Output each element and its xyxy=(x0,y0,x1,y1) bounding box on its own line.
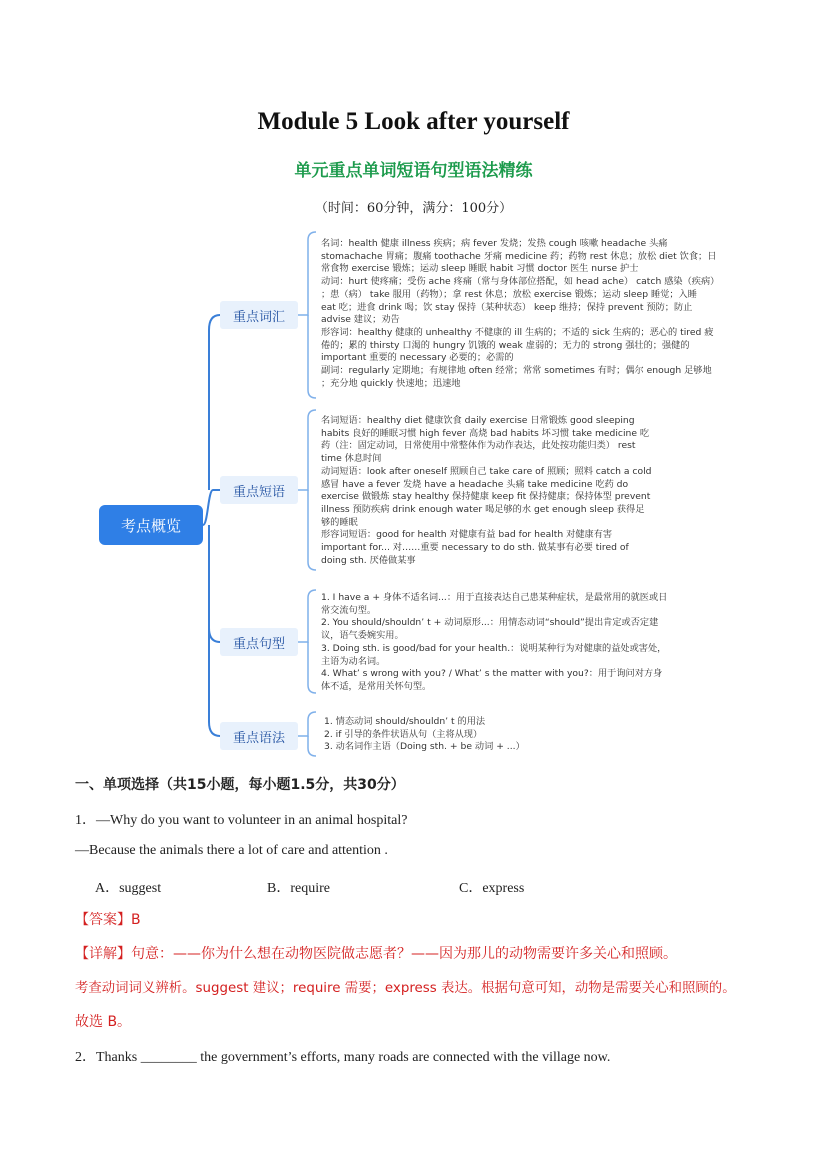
question-1-option-c: C．express xyxy=(459,881,525,896)
sentences-line: 1. I have a + 身体不适名词...：用于直接表达自己患某种症状，是最常用的就医或日 xyxy=(321,592,668,603)
connector-vocab xyxy=(209,315,220,490)
page-subtitle: 单元重点单词短语句型语法精练 xyxy=(294,161,533,181)
question-2-stem: 2．Thanks ________ the government’s efforts, many roads are connected with the village now. xyxy=(75,1050,611,1065)
bracket-vocab xyxy=(298,232,316,315)
mindmap-root-node: 考点概览 xyxy=(99,505,203,545)
sentences-line: 议，语气委婉实用。 xyxy=(321,630,404,642)
phrases-line: time 休息时间 xyxy=(321,453,382,465)
vocab-line: 名词：health 健康 illness 疾病；病 fever 发烧；发热 cough 咳嗽 headache 头痛 xyxy=(321,238,668,249)
question-1-option-a: A．suggest xyxy=(95,881,162,896)
phrases-line: important for... 对……重要 necessary to do sth. 做某事有必要 tired of xyxy=(321,542,629,554)
page-title: Module 5 Look after yourself xyxy=(257,108,570,135)
branch-grammar-text xyxy=(324,716,525,754)
branch-vocab-text xyxy=(321,238,719,390)
phrases-line: 药（注：固定动词，日常使用中常整体作为动作表达，此处按功能归类） rest xyxy=(321,440,636,452)
branch-phrases-text xyxy=(321,415,652,567)
branch-sentences-text xyxy=(321,592,667,694)
grammar-line: 2. if 引导的条件状语从句（主将从现） xyxy=(324,728,483,740)
vocab-line: 倦的；累的 thirsty 口渴的 hungry 饥饿的 weak 虚弱的；无力的 strong 强壮的；强健的 xyxy=(321,339,690,351)
bracket-sentences xyxy=(298,590,316,642)
section-heading: 一、单项选择（共15小题，每小题1.5分，共30分） xyxy=(75,777,405,793)
sentences-line: 2. You should/shouldn’ t + 动词原形...：用情态动词“should”提出肯定或否定建 xyxy=(321,617,659,629)
phrases-line: 形容词短语：good for health 对健康有益 bad for health 对健康有害 xyxy=(321,529,613,541)
branch-vocab-node: 重点词汇 xyxy=(220,301,298,329)
vocab-line: ；患（病） take 服用（药物）；拿 rest 休息；放松 exercise 锻炼；运动 sleep 睡觉；入睡 xyxy=(321,288,697,300)
bracket-phrases xyxy=(298,410,316,490)
vocab-line: 副词：regularly 定期地；有规律地 often 经常；常常 sometimes 有时；偶尔 enough 足够地 xyxy=(321,365,712,377)
connector-phrases xyxy=(203,490,220,525)
question-1-stem: 1．—Why do you want to volunteer in an animal hospital? xyxy=(75,813,408,828)
phrases-line: exercise 做锻炼 stay healthy 保持健康 keep fit 保持健康；保持体型 prevent xyxy=(321,491,651,503)
phrases-line: illness 预防疾病 drink enough water 喝足够的水 get enough sleep 获得足 xyxy=(321,503,645,515)
sentences-line: 常交流句型。 xyxy=(321,604,377,616)
vocab-line: 常食物 exercise 锻炼；运动 sleep 睡眠 habit 习惯 doctor 医生 nurse 护士 xyxy=(321,263,639,275)
phrases-line: 动词短语：look after oneself 照顾自己 take care of 照顾；照料 catch a cold xyxy=(321,465,652,477)
grammar-line: 3. 动名词作主语（Doing sth. + be 动词 + ...） xyxy=(324,741,525,753)
vocab-line: 形容词：healthy 健康的 unhealthy 不健康的 ill 生病的；不适的 sick 生病的；恶心的 tired 疲 xyxy=(321,326,714,338)
connector-grammar xyxy=(209,628,220,736)
sentences-line: 4. What’ s wrong with you? / What’ s the matter with you?：用于询问对方身 xyxy=(321,668,663,680)
vocab-line: stomachache 胃痛；腹痛 toothache 牙痛 medicine 药；药物 rest 休息；放松 diet 饮食；日 xyxy=(321,250,717,262)
sentences-line: 3. Doing sth. is good/bad for your health.：说明某种行为对健康的益处或害处， xyxy=(321,642,667,654)
branch-phrases-node: 重点短语 xyxy=(220,476,298,504)
branch-sentences-node: 重点句型 xyxy=(220,628,298,656)
sentences-line: 体不适，是常用关怀句型。 xyxy=(321,680,432,692)
question-1-detail-line: 【详解】句意：——你为什么想在动物医院做志愿者？——因为那儿的动物需要许多关心和照顾。 xyxy=(75,946,677,962)
phrases-line: 感冒 have a fever 发烧 have a headache 头痛 take medicine 吃药 do xyxy=(321,478,629,490)
connector-sentences xyxy=(209,525,220,642)
vocab-line: ；充分地 quickly 快速地；迅速地 xyxy=(321,377,461,389)
vocab-line: 动词：hurt 使疼痛；受伤 ache 疼痛（常与身体部位搭配，如 head ache） catch 感染（疾病） xyxy=(321,276,720,288)
phrases-line: 名词短语：healthy diet 健康饮食 daily exercise 日常锻炼 good sleeping xyxy=(321,415,635,426)
vocab-line: important 重要的 necessary 必要的；必需的 xyxy=(321,352,514,364)
question-1-detail-line: 考查动词词义辨析。suggest 建议；require 需要；express 表达。根据句意可知，动物是需要关心和照顾的。 xyxy=(75,981,736,996)
time-info: （时间：60分钟，满分：100分） xyxy=(314,201,513,216)
sentences-line: 主语为动名词。 xyxy=(321,655,386,667)
question-1-answer: 【答案】B xyxy=(75,912,141,928)
question-1-stem-reply: —Because the animals there a lot of care and attention . xyxy=(75,843,388,858)
vocab-line: advise 建议；劝告 xyxy=(321,314,400,326)
grammar-line: 1. 情态动词 should/shouldn’ t 的用法 xyxy=(324,716,486,727)
branch-grammar-node: 重点语法 xyxy=(220,722,298,750)
phrases-line: 够的睡眠 xyxy=(321,516,358,528)
bracket-grammar xyxy=(298,712,316,736)
vocab-line: eat 吃；进食 drink 喝；饮 stay 保持（某种状态） keep 维持；保持 prevent 预防；防止 xyxy=(321,301,693,313)
question-1-option-b: B．require xyxy=(267,881,330,896)
question-1-detail-line: 故选 B。 xyxy=(75,1014,132,1030)
phrases-line: doing sth. 厌倦做某事 xyxy=(321,554,416,566)
phrases-line: habits 良好的睡眠习惯 high fever 高烧 bad habits 坏习惯 take medicine 吃 xyxy=(321,427,650,439)
